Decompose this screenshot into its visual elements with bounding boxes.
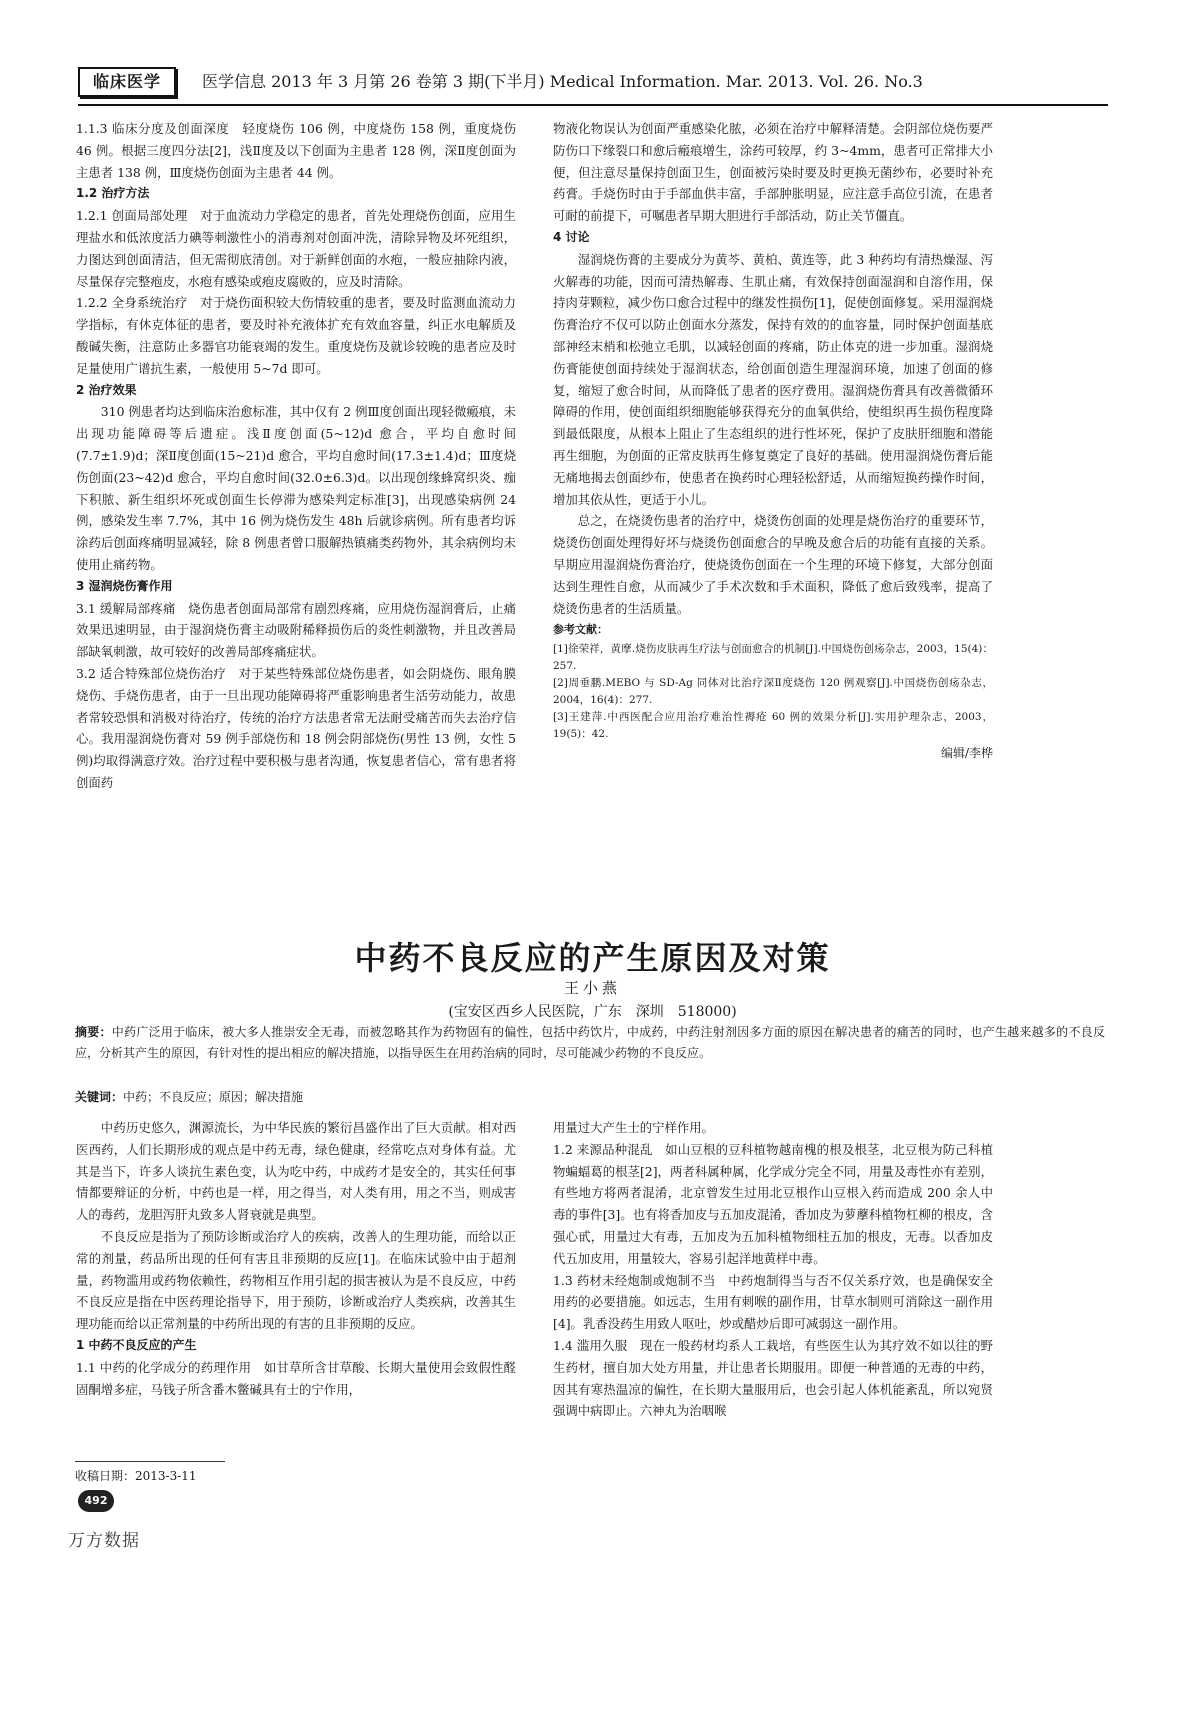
left-column-upper <box>76 118 516 794</box>
abstract-text: 中药广泛用于临床，被大多人推崇安全无毒，而被忽略其作为药物固有的偏性，包括中药饮片，中成药，中药注射剂因多方面的原因在解决患者的痛苦的同时，也产生越来越多的不良反应，分析其产生的原因，有针对性的提出相应的解决措施，以指导医生在用药治病的同时，尽可能减少药物的不良反应。 <box>75 1025 1105 1060</box>
body-paragraph: 1.2.1 创面局部处理 对于血流动力学稳定的患者，首先处理烧伤创面，应用生理盐水和低浓度活力碘等刺激性小的消毒剂对创面冲洗，清除异物及坏死组织，力图达到创面清洁，但无需彻底清创。对于新鲜创面的水疱，一般应抽除内液，尽量保存完整疱皮，水疱有感染或疱皮腐败的，应及时清除。 <box>76 208 516 289</box>
section-heading: 1.2 治疗方法 <box>76 186 150 201</box>
section-heading: 2 治疗效果 <box>76 382 137 397</box>
section-heading: 1 中药不良反应的产生 <box>76 1337 197 1352</box>
reference-item: [1]徐荣祥，黄摩.烧伤皮肤再生疗法与创面愈合的机制[J].中国烧伤创疡杂志，2003，15(4)：257. <box>553 643 993 673</box>
editor-note: 编辑/李桦 <box>940 746 993 761</box>
body-paragraph: 1.3 药材未经炮制或炮制不当 中药炮制得当与否不仅关系疗效，也是确保安全用药的必要措施。如远志，生用有刺喉的副作用，甘草水制则可消除这一副作用[4]。乳香没药生用致人呕吐，炒或醋炒后即可减弱这一副作用。 <box>553 1272 993 1332</box>
abstract-label: 摘要： <box>75 1025 112 1039</box>
body-paragraph: 1.2.2 全身系统治疗 对于烧伤面积较大伤情较重的患者，要及时监测血流动力学指标，有休克体征的患者，要及时补充液体扩充有效血容量，纠正水电解质及酸碱失衡，注意防止多器官功能衰竭的发生。重度烧伤及就诊较晚的患者应及时足量使用广谱抗生素，一般使用 5~7d 即可。 <box>76 295 516 376</box>
article-title: 中药不良反应的产生原因及对策 <box>354 939 831 977</box>
body-paragraph: 1.1 中药的化学成分的药理作用 如甘草所含甘草酸、长期大量使用会致假性醛固酮增多症，马钱子所含番木鳖碱具有士的宁作用， <box>76 1359 516 1397</box>
header-rule <box>78 104 1108 106</box>
received-date: 收稿日期：2013-3-11 <box>75 1469 197 1483</box>
body-paragraph: 1.2 来源品种混乱 如山豆根的豆科植物越南槐的根及根茎，北豆根为防己科植物蝙蝠葛的根茎[2]，两者科属种属，化学成分完全不同，用量及毒性亦有差别，有些地方将两者混淆，北京曾发生过用北豆根作山豆根入药而造成 200 余人中毒的事件[3]。也有将香加皮与五加皮混淆，香加皮为萝藦科植物杠柳的根皮，含强心甙，用量过大有毒，五加皮为五加科植物细柱五加的根皮，无毒。以香加皮代五加皮用，用量较大，容易引起洋地黄样中毒。 <box>553 1141 993 1266</box>
section-heading: 4 讨论 <box>553 229 590 244</box>
keywords <box>75 1087 1105 1107</box>
keywords-label: 关键词： <box>75 1090 124 1104</box>
body-paragraph: 1.1.3 临床分度及创面深度 轻度烧伤 106 例，中度烧伤 158 例，重度烧伤 46 例。根据三度四分法[2]，浅Ⅱ度及以下创面为主患者 128 例，深Ⅱ度创面为主患者 138 例，Ⅲ度烧伤创面为主患者 44 例。 <box>76 121 516 180</box>
right-column-upper <box>553 118 993 765</box>
body-paragraph: 1.4 滥用久服 现在一般药材均系人工栽培，有些医生认为其疗效不如以往的野生药材，擅自加大处方用量，并让患者长期服用。即便一种普通的无毒的中药，因其有寒热温凉的偏性，在长期大量服用后，也会引起人体机能紊乱，所以宛贤强调中病即止。六神丸为治咽喉 <box>553 1337 993 1419</box>
journal-header-title: 医学信息 2013 年 3 月第 26 卷第 3 期(下半月) Medical Information. Mar. 2013. Vol. 26. No.3 <box>202 72 923 91</box>
body-paragraph: 湿润烧伤膏的主要成分为黄芩、黄柏、黄连等，此 3 种药均有清热燥湿、泻火解毒的功能，因而可清热解毒、生肌止痛，有效保持创面湿润和自溶作用，保持肉芽颗粒，减少伤口愈合过程中的继发性损伤[1]，促使创面修复。采用湿润烧伤膏治疗不仅可以防止创面水分蒸发，保持有效的的血容量，同时保护创面基底部神经末梢和松弛立毛肌，以减轻创面的疼痛，防止体克的进一步加重。湿润烧伤膏能使创面持续处于湿润状态，给创面创造生理湿润环境，加速了创面的修复，缩短了愈合时间，从而降低了患者的医疗费用。湿润烧伤膏具有改善微循环障碍的作用，使创面组织细胞能够获得充分的血氧供给，使组织再生损伤程度降到最低限度，从根本上阻止了生态组织的进行性坏死，保护了皮肤肝细胞和潜能再生细胞，为创面的正常皮肤再生修复奠定了良好的基础。使用湿润烧伤膏后能无痛地揭去创面纱布，使患者在换药时心理轻松舒适，从而缩短换药操作时间，增加其依从性，更适于小儿。 <box>553 251 993 507</box>
article-author: 王小燕 <box>563 979 621 997</box>
body-paragraph: 物液化物误认为创面严重感染化脓，必须在治疗中解释清楚。会阴部位烧伤要严防伤口下缘裂口和愈后瘢痕增生，涂药可较厚，约 3~4mm，患者可正常排大小便，但注意尽量保持创面卫生，创面被污染时要及时更换无菌纱布，必要时补充药膏。手烧伤时由于手部血供丰富，手部肿胀明显，应注意手高位引流，在患者可耐的前提下，可嘱患者早期大胆进行手部活动，防止关节僵直。 <box>553 121 993 224</box>
author-affiliation: (宝安区西乡人民医院，广东 深圳 518000) <box>448 1004 737 1020</box>
section-heading: 3 湿润烧伤膏作用 <box>76 578 173 593</box>
footnote-rule <box>75 1461 225 1462</box>
reference-item: [3]王建萍.中西医配合应用治疗难治性褥疮 60 例的效果分析[J].实用护理杂志，2003，19(5)：42. <box>553 711 993 741</box>
body-paragraph: 不良反应是指为了预防诊断或治疗人的疾病，改善人的生理功能，而给以正常的剂量，药品所出现的任何有害且非预期的反应[1]。在临床试验中由于超剂量，药物滥用或药物依赖性，药物相互作用引起的损害被认为是不良反应，中药不良反应是指在中医药理论指导下，用于预防，诊断或治疗人类疾病，改善其生理功能而给以正常剂量的中药所出现的有害的且非预期的反应。 <box>76 1228 516 1332</box>
body-paragraph: 3.1 缓解局部疼痛 烧伤患者创面局部常有剧烈疼痛，应用烧伤湿润膏后，止痛效果迅速明显，由于湿润烧伤膏主动吸附稀释损伤后的炎性刺激物，并且改善局部缺氧刺激，故可较好的改善局部疼痛症状。 <box>76 600 516 660</box>
abstract <box>75 1022 1105 1064</box>
section-badge: 临床医学 <box>78 67 176 97</box>
body-paragraph: 310 例患者均达到临床治愈标准，其中仅有 2 例Ⅲ度创面出现轻微瘢痕，未出现功能障碍等后遗症。浅Ⅱ度创面(5~12)d 愈合，平均自愈时间(7.7±1.9)d；深Ⅱ度创面(15~21)d 愈合，平均自愈时间(17.3±1.4)d；Ⅲ度烧伤创面(23~42)d 愈合，平均自愈时间(32.0±6.3)d。以出现创缘蜂窝织炎、痂下积脓、新生组织坏死或创面生长停滞为感染判定标准[3]，出现感染病例 24 例，感染发生率 7.7%，其中 16 例为烧伤发生 48h 后就诊病例。所有患者均诉涂药后创面疼痛明显减轻，除 8 例患者曾口服解热镇痛类药物外，其余病例均未使用止痛药物。 <box>76 404 516 572</box>
page-number: 492 <box>78 1490 114 1512</box>
body-paragraph: 用量过大产生士的宁样作用。 <box>553 1120 715 1135</box>
left-column-lower <box>76 1117 516 1400</box>
right-column-lower <box>553 1117 993 1422</box>
body-paragraph: 3.2 适合特殊部位烧伤治疗 对于某些特殊部位烧伤患者，如会阴烧伤、眼角膜烧伤、手烧伤患者，由于一旦出现功能障碍将严重影响患者生活劳动能力，故患者常较恐惧和消极对待治疗，传统的治疗方法患者常无法耐受痛苦而失去治疗信心。我用湿润烧伤膏对 59 例手部烧伤和 18 例会阴部烧伤(男性 13 例，女性 5 例)均取得满意疗效。治疗过程中要积极与患者沟通，恢复患者信心，常有患者将创面药 <box>76 665 516 790</box>
body-paragraph: 总之，在烧烫伤患者的治疗中，烧烫伤创面的处理是烧伤治疗的重要环节，烧烫伤创面处理得好坏与烧烫伤创面愈合的早晚及愈合后的功能有直接的关系。早期应用湿润烧伤膏治疗，使烧烫伤创面在一个生理的环境下修复，大部分创面达到生理性自愈，从而减少了手术次数和手术面积，降低了愈后致残率，提高了烧烫伤患者的生活质量。 <box>553 513 993 616</box>
reference-item: [2]周垂鹏.MEBO 与 SD-Ag 同体对比治疗深Ⅱ度烧伤 120 例观察[J].中国烧伤创疡杂志，2004，16(4)：277. <box>553 677 993 707</box>
references-heading: 参考文献： <box>553 623 608 637</box>
keywords-text: 中药；不良反应；原因；解决措施 <box>123 1090 304 1104</box>
watermark: 万方数据 <box>68 1531 140 1551</box>
body-paragraph: 中药历史悠久，渊源流长，为中华民族的繁衍昌盛作出了巨大贡献。相对西医西药，人们长期形成的观点是中药无毒，绿色健康，经常吃点对身体有益。尤其是当下，许多人谈抗生素色变，认为吃中药，中成药才是安全的，其实任何事情都要辩证的分析，中药也是一样，用之得当，对人类有用，用之不当，则成害人的毒药，龙胆泻肝丸致多人肾衰就是典型。 <box>76 1120 516 1223</box>
